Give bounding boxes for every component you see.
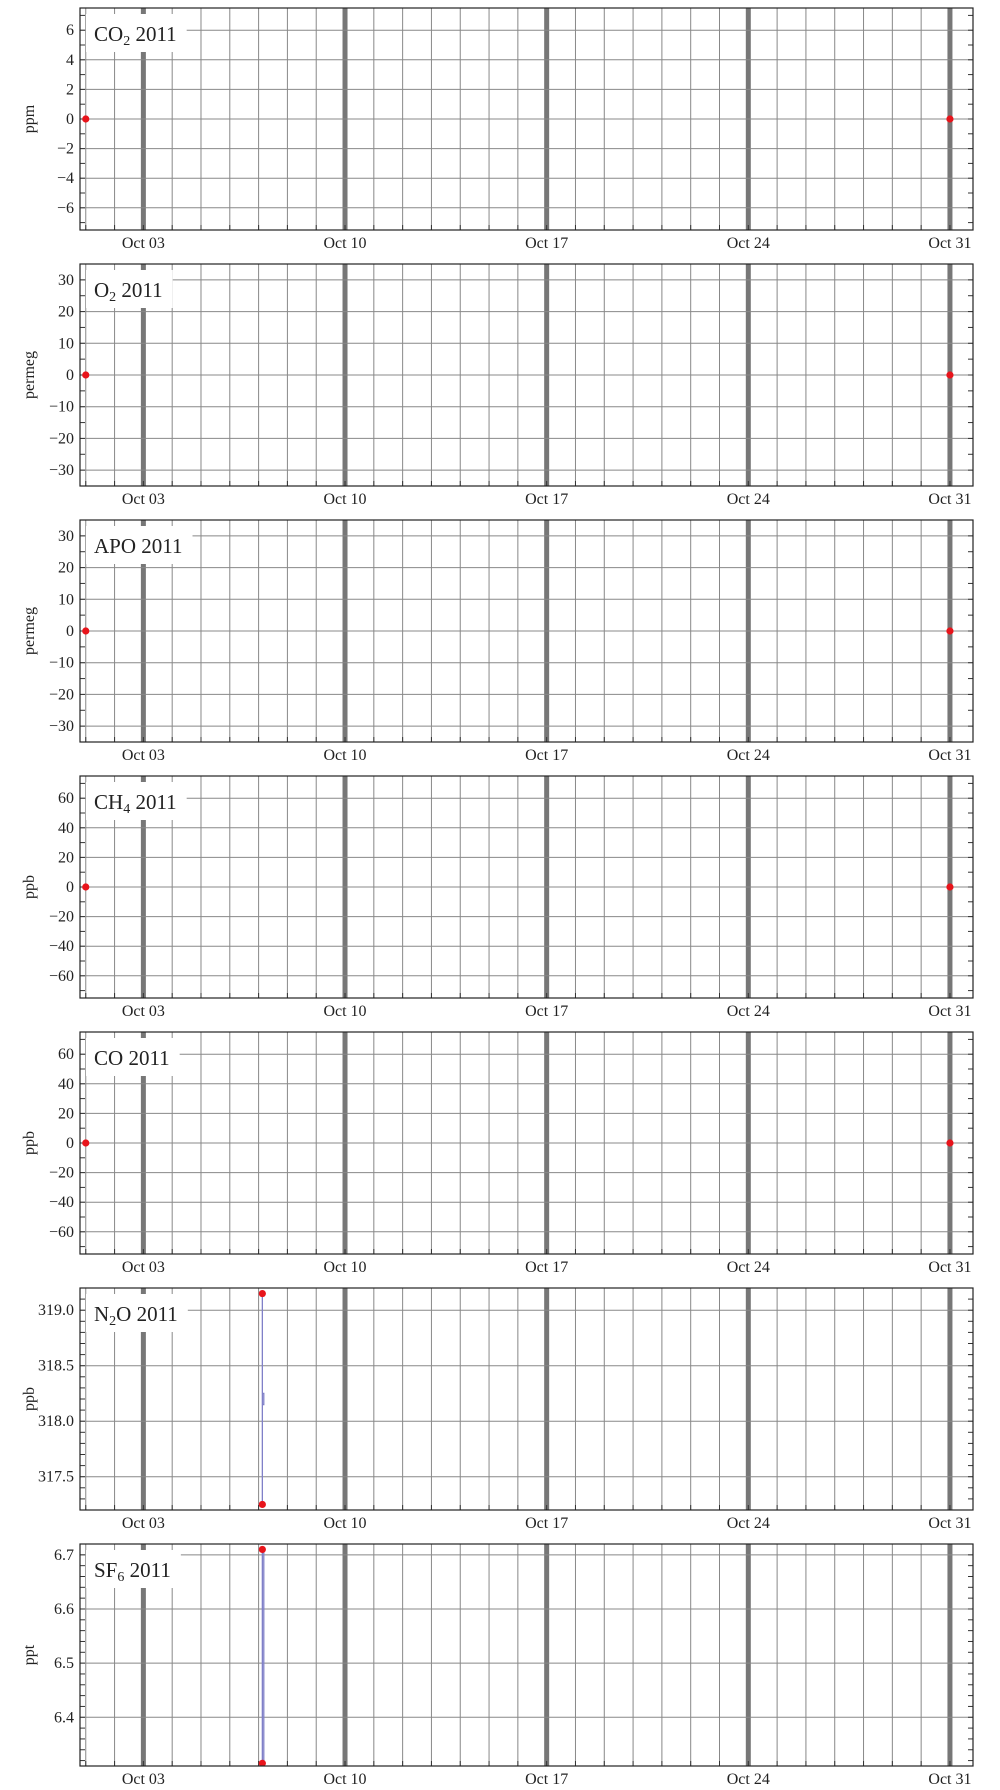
- x-tick-label: Oct 10: [323, 235, 367, 252]
- data-point: [82, 115, 89, 122]
- y-tick-label: 20: [58, 1105, 74, 1123]
- panel-6: [21, 1288, 973, 1532]
- panel-title: [86, 526, 193, 564]
- y-tick-label: 10: [58, 591, 74, 609]
- x-tick-label: Oct 17: [525, 491, 569, 508]
- x-tick-label: Oct 24: [726, 491, 770, 508]
- panel-4: [21, 776, 973, 1020]
- y-axis-label: ppb: [21, 1387, 38, 1411]
- x-tick-label: Oct 03: [121, 1515, 165, 1532]
- panel-2: [21, 264, 973, 508]
- data-point: [946, 1139, 953, 1146]
- panel-title: [86, 1550, 181, 1588]
- data-point: [946, 371, 953, 378]
- series-line: [262, 1549, 263, 1763]
- x-tick-label: Oct 17: [525, 1259, 569, 1276]
- data-point: [82, 1139, 89, 1146]
- y-tick-label: 317.5: [38, 1468, 74, 1486]
- y-tick-label: 0: [66, 623, 74, 640]
- y-tick-label: 60: [58, 1046, 74, 1064]
- y-tick-label: −20: [48, 1164, 74, 1182]
- x-tick-label: Oct 03: [121, 491, 165, 508]
- y-tick-label: −20: [48, 908, 74, 926]
- x-tick-label: Oct 31: [928, 1515, 972, 1532]
- y-tick-label: 6.7: [54, 1546, 74, 1564]
- x-tick-label: Oct 31: [928, 1003, 972, 1020]
- x-tick-label: Oct 24: [726, 1259, 770, 1276]
- y-tick-label: −30: [48, 718, 74, 736]
- y-axis-label: ppb: [21, 1131, 38, 1155]
- panel-3: [21, 520, 973, 764]
- plot-area: [259, 1546, 266, 1767]
- panel-5: [21, 1032, 973, 1276]
- y-tick-label: −20: [48, 686, 74, 704]
- x-tick-label: Oct 10: [323, 1515, 367, 1532]
- x-tick-label: Oct 10: [323, 1003, 367, 1020]
- y-tick-label: 0: [66, 367, 74, 384]
- panel-title-text: SF6 2011: [94, 1558, 171, 1585]
- panel-1: [21, 8, 973, 252]
- y-tick-label: 6.6: [54, 1600, 74, 1618]
- plot-area: [259, 1290, 266, 1508]
- x-tick-label: Oct 31: [928, 491, 972, 508]
- x-tick-label: Oct 24: [726, 1003, 770, 1020]
- x-tick-label: Oct 10: [323, 747, 367, 764]
- plot-frame: [80, 1544, 973, 1766]
- y-tick-label: 319.0: [38, 1302, 74, 1320]
- x-tick-label: Oct 24: [726, 747, 770, 764]
- y-tick-label: 30: [58, 527, 74, 545]
- data-point: [259, 1290, 266, 1297]
- panel-title: [86, 1038, 180, 1076]
- panel-title: [86, 1294, 188, 1332]
- x-tick-label: Oct 03: [121, 1771, 165, 1788]
- y-tick-label: −60: [48, 967, 74, 985]
- x-tick-label: Oct 24: [726, 235, 770, 252]
- x-tick-label: Oct 10: [323, 491, 367, 508]
- y-axis-label: permeg: [21, 607, 38, 655]
- y-tick-label: 20: [58, 303, 74, 321]
- data-point: [946, 115, 953, 122]
- x-tick-label: Oct 31: [928, 1771, 972, 1788]
- panel-title-text: APO 2011: [94, 534, 183, 558]
- y-axis-label: permeg: [21, 351, 38, 399]
- x-tick-label: Oct 17: [525, 235, 569, 252]
- x-tick-label: Oct 03: [121, 1003, 165, 1020]
- y-tick-label: 30: [58, 271, 74, 289]
- y-tick-label: 60: [58, 790, 74, 808]
- data-point: [82, 883, 89, 890]
- y-tick-label: 40: [58, 1075, 74, 1093]
- y-axis-label: ppm: [21, 104, 38, 134]
- x-tick-label: Oct 17: [525, 747, 569, 764]
- y-axis-label: ppt: [21, 1644, 38, 1666]
- x-tick-label: Oct 03: [121, 235, 165, 252]
- x-tick-label: Oct 31: [928, 747, 972, 764]
- y-axis-label: ppb: [21, 875, 38, 899]
- data-point: [82, 371, 89, 378]
- x-tick-label: Oct 17: [525, 1771, 569, 1788]
- x-tick-label: Oct 17: [525, 1003, 569, 1020]
- panel-title-text: CH4 2011: [94, 790, 177, 817]
- y-tick-label: −60: [48, 1223, 74, 1241]
- panel-7: [21, 1544, 973, 1788]
- x-tick-label: Oct 10: [323, 1771, 367, 1788]
- x-tick-label: Oct 24: [726, 1515, 770, 1532]
- y-tick-label: 6.5: [54, 1655, 74, 1673]
- y-tick-label: −30: [48, 462, 74, 480]
- y-tick-label: 4: [66, 51, 74, 69]
- y-tick-label: −40: [48, 1194, 74, 1212]
- y-tick-label: 0: [66, 111, 74, 128]
- y-tick-label: −10: [48, 654, 74, 672]
- y-tick-label: 0: [66, 879, 74, 896]
- y-tick-label: −2: [56, 140, 74, 158]
- x-tick-label: Oct 03: [121, 747, 165, 764]
- panel-title-text: N2O 2011: [94, 1302, 178, 1329]
- x-tick-label: Oct 03: [121, 1259, 165, 1276]
- y-tick-label: −20: [48, 430, 74, 448]
- y-tick-label: 6: [66, 22, 74, 40]
- data-point: [259, 1546, 266, 1553]
- y-tick-label: −6: [56, 199, 74, 217]
- x-tick-label: Oct 31: [928, 235, 972, 252]
- series-line: [262, 1294, 263, 1505]
- data-point: [946, 883, 953, 890]
- panel-title: [86, 14, 187, 52]
- y-tick-label: 2: [66, 81, 74, 99]
- x-tick-label: Oct 10: [323, 1259, 367, 1276]
- x-tick-label: Oct 31: [928, 1259, 972, 1276]
- panel-title: [86, 782, 187, 820]
- y-tick-label: 318.5: [38, 1357, 74, 1375]
- y-tick-label: 0: [66, 1135, 74, 1152]
- y-tick-label: −4: [56, 170, 74, 188]
- x-tick-label: Oct 24: [726, 1771, 770, 1788]
- y-tick-label: −10: [48, 398, 74, 416]
- panel-title: [86, 270, 173, 308]
- data-point: [259, 1501, 266, 1508]
- panel-title-text: O2 2011: [94, 278, 163, 305]
- y-tick-label: 20: [58, 849, 74, 867]
- y-tick-label: −40: [48, 938, 74, 956]
- y-tick-label: 10: [58, 335, 74, 353]
- y-tick-label: 6.4: [54, 1709, 74, 1727]
- data-point: [946, 627, 953, 634]
- data-point: [82, 627, 89, 634]
- x-tick-label: Oct 17: [525, 1515, 569, 1532]
- y-tick-label: 40: [58, 819, 74, 837]
- y-tick-label: 318.0: [38, 1413, 74, 1431]
- y-tick-label: 20: [58, 559, 74, 577]
- panel-title-text: CO2 2011: [94, 22, 177, 49]
- panel-title-text: CO 2011: [94, 1046, 170, 1070]
